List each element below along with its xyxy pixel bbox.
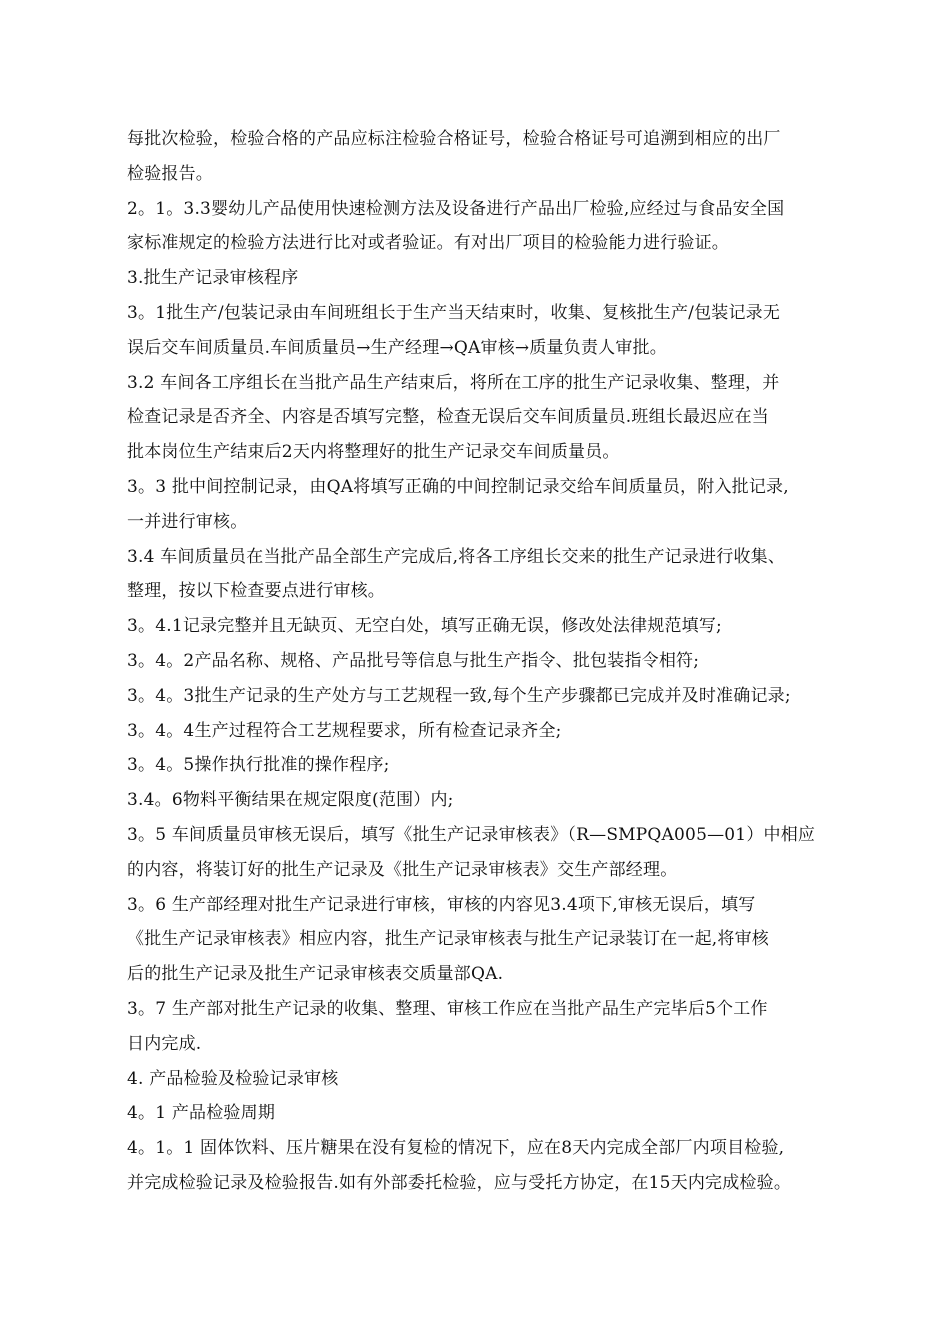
text-line: 3。4。4生产过程符合工艺规程要求，所有检查记录齐全; (127, 720, 562, 741)
section-heading: 3.批生产记录审核程序 (127, 268, 299, 289)
text-line: 3。5 车间质量员审核无误后，填写《批生产记录审核表》（R—SMPQA005—01）中相应 (127, 824, 816, 845)
text-line: 3。4.1记录完整并且无缺页、无空白处，填写正确无误，修改处法律规范填写; (127, 616, 722, 637)
text-line: 3。3 批中间控制记录，由QA将填写正确的中间控制记录交给车间质量员，附入批记录, (127, 476, 789, 497)
text-line: 误后交车间质量员.车间质量员→生产经理→QA审核→质量负责人审批。 (127, 337, 667, 358)
text-line: 3。1批生产/包装记录由车间班组长于生产当天结束时，收集、复核批生产/包装记录无 (127, 302, 781, 323)
text-line: 日内完成. (127, 1033, 202, 1054)
text-line: 后的批生产记录及批生产记录审核表交质量部QA. (127, 964, 504, 985)
text-line: 4。1。1 固体饮料、压片糖果在没有复检的情况下，应在8天内完成全部厂内项目检验, (127, 1138, 785, 1159)
subsection-heading: 4。1 产品检验周期 (127, 1103, 276, 1124)
section-heading: 4. 产品检验及检验记录审核 (127, 1068, 339, 1089)
text-line: 3.4 车间质量员在当批产品全部生产完成后,将各工序组长交来的批生产记录进行收集、 (127, 546, 786, 567)
text-line: 并完成检验记录及检验报告.如有外部委托检验，应与受托方协定，在15天内完成检验。 (127, 1172, 792, 1193)
text-line: 3。4。2产品名称、规格、产品批号等信息与批生产指令、批包装指令相符; (127, 650, 700, 671)
text-line: 家标准规定的检验方法进行比对或者验证。有对出厂项目的检验能力进行验证。 (127, 233, 729, 254)
text-line: 3。4。3批生产记录的生产处方与工艺规程一致,每个生产步骤都已完成并及时准确记录; (127, 685, 791, 706)
text-line: 检查记录是否齐全、内容是否填写完整，检查无误后交车间质量员.班组长最迟应在当 (127, 407, 770, 428)
text-line: 整理，按以下检查要点进行审核。 (127, 581, 385, 602)
text-line: 《批生产记录审核表》相应内容，批生产记录审核表与批生产记录装订在一起,将审核 (127, 929, 770, 950)
document-body (127, 122, 887, 1201)
text-line: 批本岗位生产结束后2天内将整理好的批生产记录交车间质量员。 (127, 442, 620, 463)
text-line: 3。7 生产部对批生产记录的收集、整理、审核工作应在当批产品生产完毕后5个工作 (127, 998, 768, 1019)
text-line: 每批次检验，检验合格的产品应标注检验合格证号，检验合格证号可追溯到相应的出厂 (127, 129, 781, 149)
text-line: 的内容，将装订好的批生产记录及《批生产记录审核表》交生产部经理。 (127, 859, 678, 880)
text-line: 检验报告。 (127, 163, 213, 184)
text-line: 一并进行审核。 (127, 511, 248, 532)
text-line: 3。6 生产部经理对批生产记录进行审核，审核的内容见3.4项下,审核无误后，填写 (127, 894, 756, 915)
text-line: 3.4。6物料平衡结果在规定限度(范围）内; (127, 790, 454, 811)
text-line: 3。4。5操作执行批准的操作程序; (127, 755, 390, 776)
text-line: 3.2 车间各工序组长在当批产品生产结束后，将所在工序的批生产记录收集、整理，并 (127, 372, 780, 393)
text-line: 2。1。3.3婴幼儿产品使用快速检测方法及设备进行产品出厂检验,应经过与食品安全国 (127, 198, 785, 219)
